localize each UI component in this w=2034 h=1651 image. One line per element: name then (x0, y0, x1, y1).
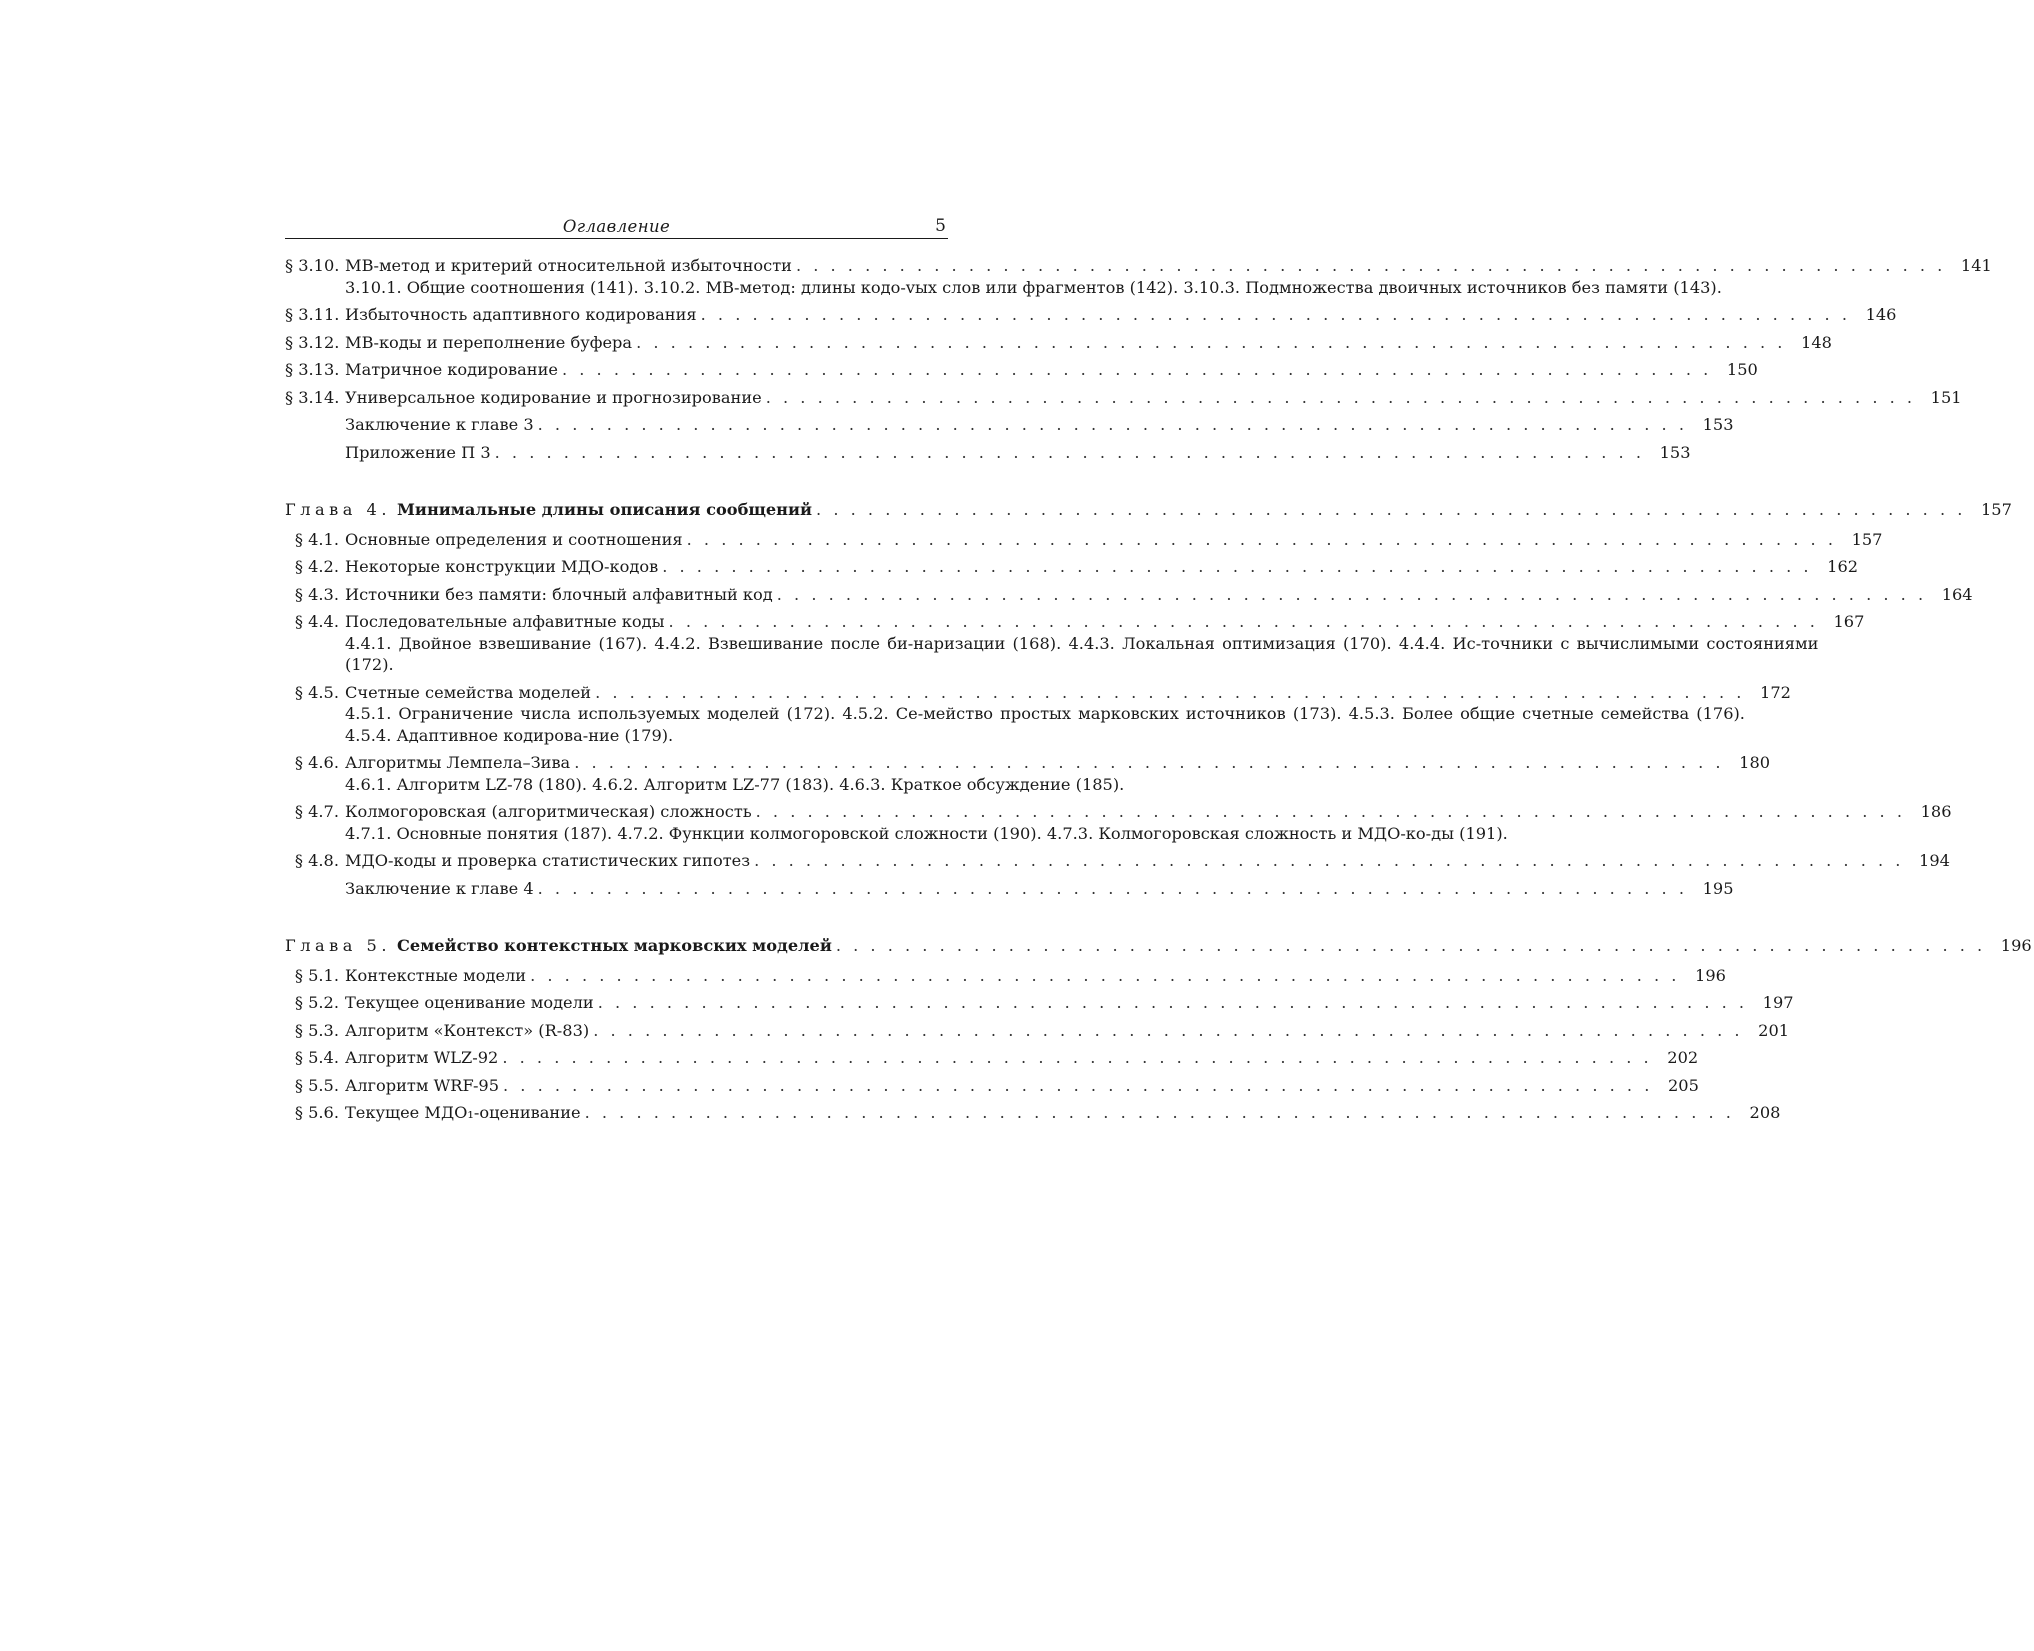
toc-entry[interactable] (285, 1020, 1790, 1042)
toc-entry[interactable] (285, 255, 1992, 298)
entry-title: Счетные семейства моделей (345, 682, 592, 702)
entry-page: 167 (1833, 612, 1865, 631)
entry-page: 153 (1659, 442, 1691, 462)
entry-subsections: 4.7.1. Основные понятия (187). 4.7.2. Функции колмогоровской сложности (190). 4.7.3. Колмогоровская сложность и МДО-ко-ды (191). (345, 823, 1508, 843)
entry-subsections: 4.4.1. Двойное взвешивание (167). 4.4.2. Взвешивание после би-наризации (168). 4.4.3. Локальная оптимизация (170). 4.4.4. Ис-точники с вычислимыми состояниями (172). (345, 633, 1819, 674)
toc-entry[interactable] (285, 752, 1771, 795)
leader-dots (669, 611, 1819, 633)
entry-title: МВ-метод и критерий относительной избыточности (345, 256, 792, 275)
leader-dots (502, 1047, 1652, 1069)
entry-number: § 3.10. (285, 256, 340, 275)
toc-entry[interactable] (285, 850, 1950, 872)
entry-title: Алгоритм «Контекст» (R-83) (345, 1020, 590, 1040)
toc-entry[interactable] (285, 1047, 1699, 1069)
entry-title: Последовательные алфавитные коды (345, 612, 665, 631)
leader-dots (495, 442, 1645, 464)
chapter-heading-5[interactable] (285, 935, 2032, 957)
entry-title: МДО-коды и проверка статистических гипотез (345, 851, 751, 870)
leader-dots (562, 359, 1712, 381)
leader-dots (503, 1075, 1653, 1097)
entry-number: § 3.14. (285, 387, 340, 407)
toc-entry[interactable] (285, 332, 1832, 354)
chapter-label: Глава 5. (285, 936, 392, 955)
entry-title: Контекстные модели (345, 965, 527, 985)
toc-entry[interactable] (285, 529, 1883, 551)
entry-number: § 5.4. (294, 1048, 339, 1067)
running-head (285, 214, 948, 239)
entry-page: 197 (1762, 993, 1794, 1012)
entry-number: § 4.2. (294, 557, 339, 576)
entry-title: МВ-коды и переполнение буфера (345, 332, 633, 352)
entry-page: 196 (1695, 965, 1726, 985)
entry-number: § 3.12. (285, 332, 340, 352)
entry-number: § 5.3. (294, 1020, 339, 1040)
leader-dots (538, 414, 1688, 436)
entry-page: 172 (1760, 682, 1791, 702)
toc-entry[interactable] (285, 611, 1865, 676)
toc-entry[interactable] (285, 1102, 1781, 1124)
entry-page: 180 (1739, 753, 1771, 772)
toc-block-chapter-3 (285, 255, 1992, 463)
entry-page: 157 (1851, 529, 1883, 549)
entry-page: 208 (1749, 1103, 1781, 1122)
entry-number: § 5.2. (294, 993, 339, 1012)
entry-number: § 4.8. (294, 851, 339, 870)
entry-title: Некоторые конструкции МДО-кодов (345, 557, 659, 576)
entry-title: Алгоритм WRF-95 (345, 1075, 500, 1095)
chapter-page: 196 (2000, 936, 2032, 955)
leader-dots (766, 387, 1916, 409)
header-page-number: 5 (935, 216, 946, 236)
leader-dots (636, 332, 1786, 354)
entry-title: Избыточность адаптивного кодирования (345, 305, 697, 324)
entry-title: Основные определения и соотношения (345, 529, 683, 549)
entry-number: § 3.11. (285, 305, 340, 324)
entry-number: § 4.3. (294, 584, 339, 604)
entry-page: 164 (1941, 584, 1973, 604)
chapter-page: 157 (1981, 500, 2012, 519)
toc-entry[interactable] (285, 387, 1962, 409)
leader-dots (777, 584, 1927, 606)
entry-page: 146 (1865, 305, 1897, 324)
entry-title: Источники без памяти: блочный алфавитный код (345, 584, 773, 604)
entry-number: § 4.7. (294, 802, 339, 821)
entry-title: Заключение к главе 4 (345, 878, 534, 898)
entry-title: Алгоритмы Лемпела–Зива (345, 753, 571, 772)
entry-number: § 5.5. (294, 1075, 339, 1095)
entry-page: 186 (1920, 802, 1952, 821)
entry-title: Матричное кодирование (345, 360, 558, 379)
entry-number: § 3.13. (285, 360, 340, 379)
toc-entry[interactable] (285, 442, 1691, 464)
toc-block-chapter-4 (285, 529, 1973, 900)
leader-dots (538, 878, 1688, 900)
entry-page: 205 (1667, 1075, 1699, 1095)
toc-entry[interactable] (285, 992, 1794, 1014)
leader-dots (598, 992, 1748, 1014)
entry-number: § 5.6. (294, 1103, 339, 1122)
toc-page (285, 214, 2032, 1130)
leader-dots (595, 682, 1745, 704)
entry-number: § 4.1. (294, 529, 339, 549)
entry-page: 151 (1930, 387, 1962, 407)
chapter-title: Минимальные длины описания сообщений (397, 500, 813, 519)
header-title: Оглавление (562, 217, 671, 236)
entry-title: Колмогоровская (алгоритмическая) сложность (345, 802, 752, 821)
entry-title: Приложение П 3 (345, 442, 491, 462)
leader-dots (701, 304, 1851, 326)
leader-dots (754, 850, 1904, 872)
leader-dots (687, 529, 1837, 551)
entry-title: Алгоритм WLZ-92 (345, 1048, 499, 1067)
toc-entry[interactable] (285, 1075, 1699, 1097)
toc-block-chapter-5 (285, 965, 1794, 1124)
entry-title: Универсальное кодирование и прогнозирование (345, 387, 762, 407)
entry-title: Текущее оценивание модели (345, 993, 594, 1012)
entry-page: 153 (1702, 415, 1734, 434)
leader-dots (816, 499, 1966, 521)
leader-dots (796, 255, 1946, 277)
toc-entry[interactable] (285, 359, 1758, 381)
entry-page: 150 (1726, 360, 1758, 379)
entry-page: 202 (1667, 1048, 1699, 1067)
entry-number: § 4.5. (294, 682, 339, 702)
entry-page: 201 (1758, 1020, 1790, 1040)
chapter-heading-4[interactable] (285, 499, 2012, 521)
leader-dots (756, 801, 1906, 823)
leader-dots (585, 1102, 1735, 1124)
chapter-label: Глава 4. (285, 500, 392, 519)
toc-entry[interactable] (285, 878, 1734, 900)
entry-page: 141 (1960, 256, 1992, 275)
toc-entry[interactable] (285, 414, 1734, 436)
entry-page: 162 (1827, 557, 1859, 576)
chapter-title: Семейство контекстных марковских моделей (397, 936, 832, 955)
leader-dots (662, 556, 1812, 578)
entry-subsections: 4.6.1. Алгоритм LZ-78 (180). 4.6.2. Алгоритм LZ-77 (183). 4.6.3. Краткое обсуждение (185). (345, 774, 1125, 794)
entry-title: Текущее МДО₁-оценивание (345, 1103, 581, 1122)
leader-dots (836, 935, 1986, 957)
entry-number: § 4.6. (294, 753, 339, 772)
toc-entry[interactable] (285, 682, 1791, 747)
leader-dots (574, 752, 1724, 774)
toc-entry[interactable] (285, 965, 1726, 987)
entry-number: § 4.4. (294, 612, 339, 631)
entry-page: 195 (1702, 878, 1734, 898)
entry-subsections: 3.10.1. Общие соотношения (141). 3.10.2. МВ-метод: длины кодо-vых слов или фрагментов (142). 3.10.3. Подмножества двоичных источников без памяти (143). (345, 277, 1722, 297)
toc-entry[interactable] (285, 304, 1897, 326)
entry-page: 194 (1919, 851, 1950, 870)
entry-number: § 5.1. (294, 965, 339, 985)
entry-page: 148 (1801, 332, 1832, 352)
toc-entry[interactable] (285, 801, 1952, 844)
entry-title: Заключение к главе 3 (345, 415, 534, 434)
toc-entry[interactable] (285, 584, 1973, 606)
toc-entry[interactable] (285, 556, 1859, 578)
leader-dots (593, 1020, 1743, 1042)
leader-dots (530, 965, 1680, 987)
entry-subsections: 4.5.1. Ограничение числа используемых моделей (172). 4.5.2. Се-мейство простых марковских источников (173). 4.5.3. Более общие счетные семейства (176). 4.5.4. Адаптивное кодирова-ние (179). (345, 704, 1745, 745)
